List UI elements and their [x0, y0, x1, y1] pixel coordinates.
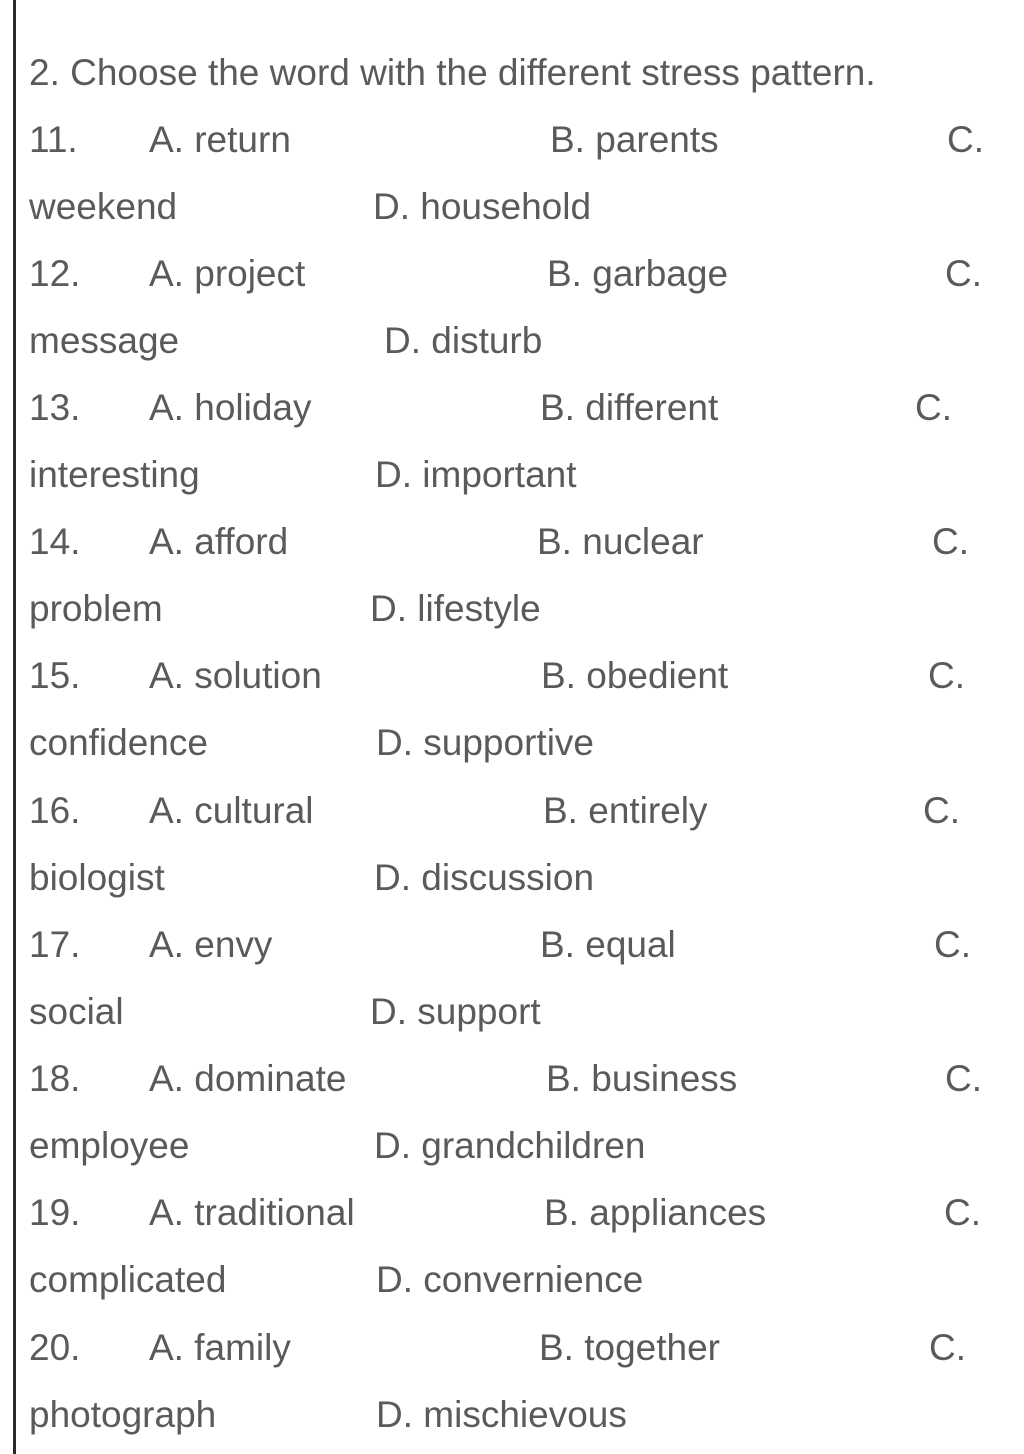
- option-c-word: problem: [29, 588, 163, 629]
- option-c-label: C.: [923, 790, 960, 831]
- option-c-label: C.: [934, 924, 971, 965]
- option-c-label: C.: [947, 119, 984, 160]
- question-continuation-line: [0, 987, 1024, 1037]
- option-b: B. together: [539, 1327, 721, 1368]
- question-line: [0, 249, 1024, 299]
- question-number: 11.: [29, 119, 78, 160]
- option-a: A. afford: [149, 521, 289, 562]
- question-continuation-line: [0, 718, 1024, 768]
- option-d: D. disturb: [384, 320, 543, 361]
- exercise-heading: 2. Choose the word with the different stress pattern.: [29, 52, 876, 93]
- option-a: A. cultural: [149, 790, 314, 831]
- question-number: 15.: [29, 655, 81, 696]
- option-b: B. appliances: [544, 1192, 767, 1233]
- question-number: 12.: [29, 253, 81, 294]
- question-continuation-line: [0, 1390, 1024, 1440]
- option-c-label: C.: [929, 1327, 966, 1368]
- option-c-word: complicated: [29, 1259, 227, 1300]
- question-line: [0, 651, 1024, 701]
- question-number: 16.: [29, 790, 81, 831]
- option-b: B. parents: [550, 119, 719, 160]
- option-c-label: C.: [945, 253, 982, 294]
- question-continuation-line: [0, 584, 1024, 634]
- question-number: 13.: [29, 387, 81, 428]
- option-c-label: C.: [945, 1058, 982, 1099]
- question-continuation-line: [0, 853, 1024, 903]
- option-a: A. project: [149, 253, 306, 294]
- question-continuation-line: [0, 1255, 1024, 1305]
- option-b: B. equal: [540, 924, 676, 965]
- option-d: D. mischievous: [376, 1394, 627, 1435]
- question-line: [0, 1054, 1024, 1104]
- option-a: A. traditional: [149, 1192, 355, 1233]
- option-c-label: C.: [932, 521, 969, 562]
- question-number: 18.: [29, 1058, 81, 1099]
- option-d: D. household: [373, 186, 592, 227]
- question-continuation-line: [0, 316, 1024, 366]
- option-d: D. lifestyle: [370, 588, 541, 629]
- option-c-word: interesting: [29, 454, 200, 495]
- option-d: D. grandchildren: [374, 1125, 646, 1166]
- option-c-word: weekend: [29, 186, 178, 227]
- option-d: D. convernience: [376, 1259, 644, 1300]
- question-line: [0, 786, 1024, 836]
- option-d: D. supportive: [376, 722, 594, 763]
- exercise-heading-line: [0, 48, 1024, 98]
- option-d: D. support: [370, 991, 541, 1032]
- option-c-word: photograph: [29, 1394, 217, 1435]
- question-continuation-line: [0, 182, 1024, 232]
- question-number: 19.: [29, 1192, 81, 1233]
- option-c-label: C.: [915, 387, 952, 428]
- option-b: B. garbage: [547, 253, 729, 294]
- option-d: D. discussion: [374, 857, 595, 898]
- question-number: 20.: [29, 1327, 81, 1368]
- question-line: [0, 517, 1024, 567]
- option-a: A. return: [149, 119, 291, 160]
- option-b: B. business: [546, 1058, 738, 1099]
- option-c-label: C.: [944, 1192, 981, 1233]
- question-line: [0, 1323, 1024, 1373]
- option-b: B. obedient: [541, 655, 729, 696]
- question-number: 14.: [29, 521, 81, 562]
- option-a: A. holiday: [149, 387, 312, 428]
- option-c-word: confidence: [29, 722, 208, 763]
- question-line: [0, 115, 1024, 165]
- question-continuation-line: [0, 450, 1024, 500]
- question-line: [0, 383, 1024, 433]
- question-number: 17.: [29, 924, 81, 965]
- option-d: D. important: [375, 454, 577, 495]
- question-continuation-line: [0, 1121, 1024, 1171]
- option-a: A. solution: [149, 655, 322, 696]
- option-a: A. dominate: [149, 1058, 347, 1099]
- option-b: B. entirely: [543, 790, 708, 831]
- option-c-word: biologist: [29, 857, 165, 898]
- option-b: B. nuclear: [537, 521, 704, 562]
- option-b: B. different: [540, 387, 719, 428]
- option-a: A. envy: [149, 924, 273, 965]
- question-line: [0, 920, 1024, 970]
- option-c-label: C.: [928, 655, 965, 696]
- option-c-word: employee: [29, 1125, 190, 1166]
- option-a: A. family: [149, 1327, 291, 1368]
- option-c-word: social: [29, 991, 124, 1032]
- option-c-word: message: [29, 320, 180, 361]
- question-line: [0, 1188, 1024, 1238]
